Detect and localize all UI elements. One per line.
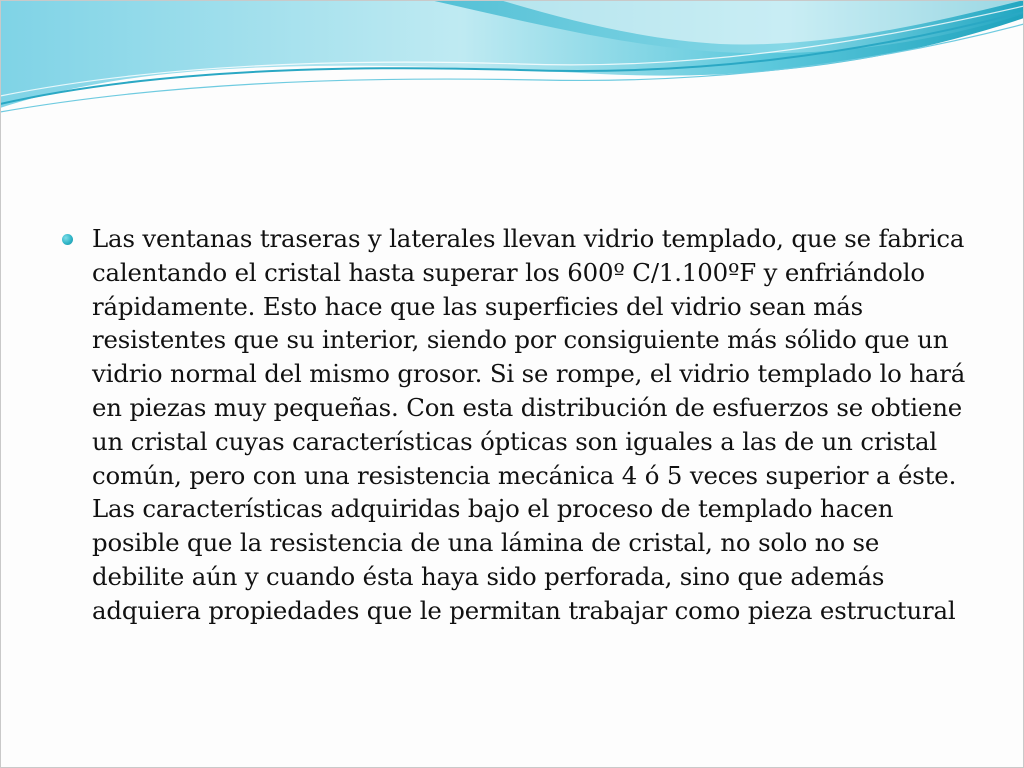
bullet-paragraph: Las ventanas traseras y laterales llevan vidrio templado, que se fabrica calentando el cristal hasta superar los 600º C/1.100ºF y enfriándolo rápidamente. Esto hace que las superficies del vidrio sean más resistentes que su interior, siendo por consiguiente más sólido que un vidrio normal del mismo grosor. Si se rompe, el vidrio templado lo hará en piezas muy pequeñas. Con esta distribución de esfuerzos se obtiene un cristal cuyas características ópticas son iguales a las de un cristal común, pero con una resistencia mecánica 4 ó 5 veces superior a éste. Las características adquiridas bajo el proceso de templado hacen posible que la resistencia de una lámina de cristal, no solo no se debilite aún y cuando ésta haya sido perforada, sino que además adquiera propiedades que le permitan trabajar como pieza estructural [92,224,966,625]
header-wave-decoration [0,0,1024,130]
bullet-dot-icon [62,234,73,245]
bullet-list [62,222,967,628]
